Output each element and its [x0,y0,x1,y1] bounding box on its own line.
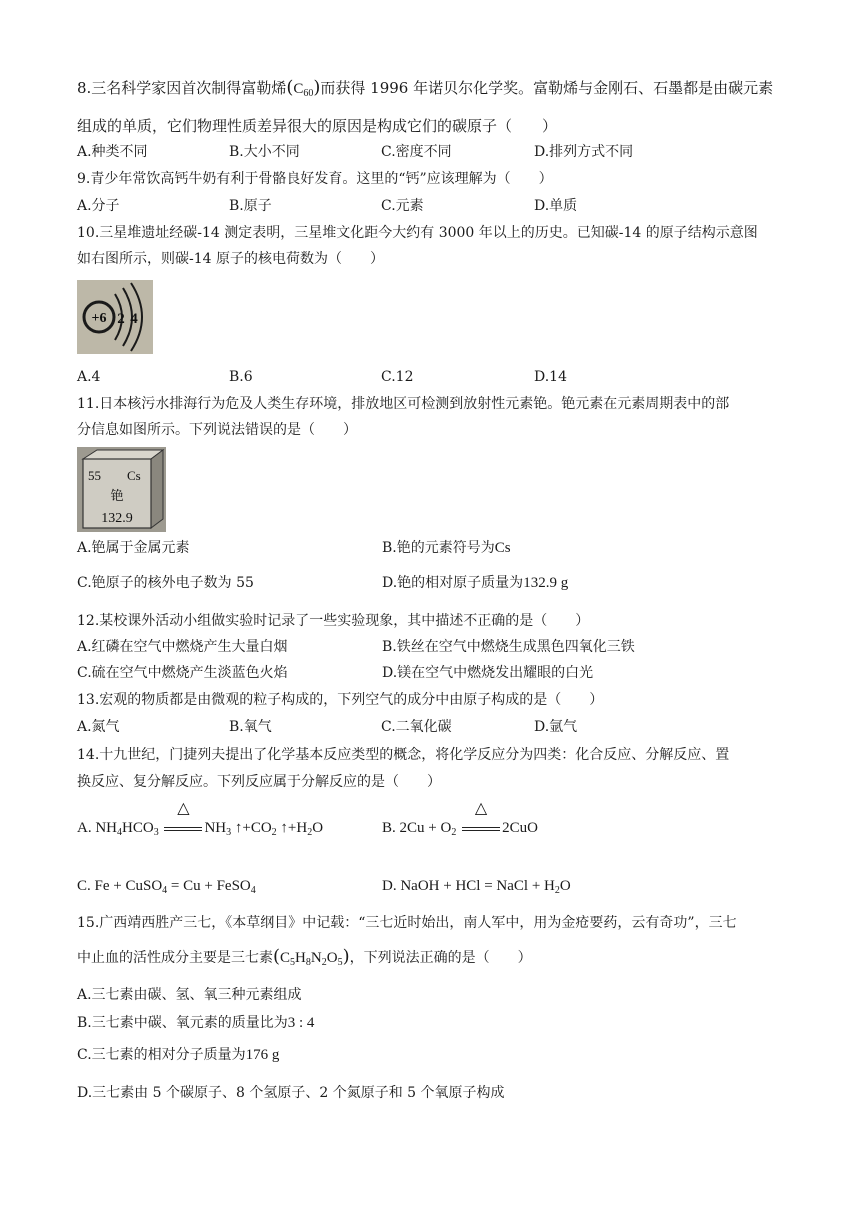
q13-option-a: A.氮气 [77,719,120,735]
q13-option-b: B.氧气 [229,719,272,735]
heat-symbol: △ [474,800,488,817]
q9-option-b: B.原子 [229,198,272,214]
q15-option-b: B.三七素中碳、氧元素的质量比为3 : 4 [77,1015,315,1031]
q14-option-c: C. Fe + CuSO$_4$ = Cu + FeSO$_4$ [77,878,256,896]
q14-option-b: B. $2Cu + O_2$ △ 2CuO [382,800,538,838]
q12-option-b: B.铁丝在空气中燃烧生成黑色四氧化三铁 [382,639,635,655]
q14-stem-line1: 14.十九世纪，门捷列夫提出了化学基本反应类型的概念，将化学反应分为四类：化合反应、分解反应、置 [77,747,730,763]
atom-nucleus-label: +6 [91,311,107,326]
atom-shell2-label: 4 [130,311,138,327]
q13-option-c: C.二氧化碳 [381,719,452,735]
q10-stem-line1: 10.三星堆遗址经碳-14 测定表明，三星堆文化距今大约有 3000 年以上的历史。已知碳-14 的原子结构示意图 [77,225,758,241]
q11-stem-line1: 11.日本核污水排海行为危及人类生存环境，排放地区可检测到放射性元素铯。铯元素在元素周期表中的部 [77,396,730,412]
q12-option-c: C.硫在空气中燃烧产生淡蓝色火焰 [77,665,288,681]
q14-stem-line2: 换反应、复分解反应。下列反应属于分解反应的是（ ） [77,774,441,790]
q10-option-d: D.14 [534,369,567,385]
q11-option-b: B.铯的元素符号为Cs [382,540,511,556]
q14-option-a: A. $NH_4HCO_3$ △ $NH_3$ $↑+CO_2$ $↑+H_2O$ [77,800,324,838]
q15-option-c: C.三七素的相对分子质量为176 g [77,1047,280,1063]
q13-option-d: D.氩气 [534,719,578,735]
q12-option-a: A.红磷在空气中燃烧产生大量白烟 [77,639,288,655]
q10-option-b: B.6 [229,369,253,385]
q11-stem-line2: 分信息如图所示。下列说法错误的是（ ） [77,422,357,438]
q8-stem-line1: 8.三名科学家因首次制得富勒烯$(C_{60})$而获得 1996 年诺贝尔化学奖。富勒烯与金刚石、石墨都是由碳元素 [77,77,774,99]
heat-symbol: △ [177,800,190,817]
element-mass: 132.9 [101,511,133,526]
q11-option-d: D.铯的相对原子质量为132.9 g [382,575,569,591]
q8-option-c: C.密度不同 [381,144,452,160]
q11-option-a: A.铯属于金属元素 [77,540,190,556]
q10-option-a: A.4 [77,369,101,385]
q8-option-d: D.排列方式不同 [534,144,634,160]
element-symbol: Cs [127,468,141,483]
q8-option-a: A.种类不同 [77,144,148,160]
q9-option-a: A.分子 [77,198,120,214]
q12-option-d: D.镁在空气中燃烧发出耀眼的白光 [382,665,594,681]
q9-stem: 9.青少年常饮高钙牛奶有利于骨骼良好发育。这里的“钙”应该理解为（ ） [77,171,553,187]
q9-option-c: C.元素 [381,198,424,214]
q10-option-c: C.12 [381,369,414,385]
element-number: 55 [88,468,101,483]
atom-shell1-label: 2 [117,311,125,327]
q12-stem: 12.某校课外活动小组做实验时记录了一些实验现象，其中描述不正确的是（ ） [77,613,590,629]
q11-option-c: C.铯原子的核外电子数为 55 [77,575,254,591]
q15-option-a: A.三七素由碳、氢、氧三种元素组成 [77,987,302,1003]
element-card [77,447,166,532]
q15-stem-line2: 中止血的活性成分主要是三七素$(C_5H_8N_2O_5)$，下列说法正确的是（ ） [77,946,532,968]
q8-stem-line2: 组成的单质，它们物理性质差异很大的原因是构成它们的碳原子（ ） [77,117,558,135]
q15-option-d: D.三七素由 5 个碳原子、8 个氢原子、2 个氮原子和 5 个氧原子构成 [77,1085,505,1101]
q10-stem-line2: 如右图所示，则碳-14 原子的核电荷数为（ ） [77,251,384,267]
element-name: 铯 [110,489,124,504]
q9-option-d: D.单质 [534,198,578,214]
q8-option-b: B.大小不同 [229,144,300,160]
q14-option-d: D. NaOH + HCl = NaCl + $H_2O$ [382,878,571,896]
q15-stem-line1: 15.广西靖西胜产三七，《本草纲目》中记载：“三七近时始出，南人军中，用为金疮要药，云有奇功”，三七 [77,915,737,931]
q13-stem: 13.宏观的物质都是由微观的粒子构成的，下列空气的成分中由原子构成的是（ ） [77,692,604,708]
atom-structure-diagram [77,280,153,354]
